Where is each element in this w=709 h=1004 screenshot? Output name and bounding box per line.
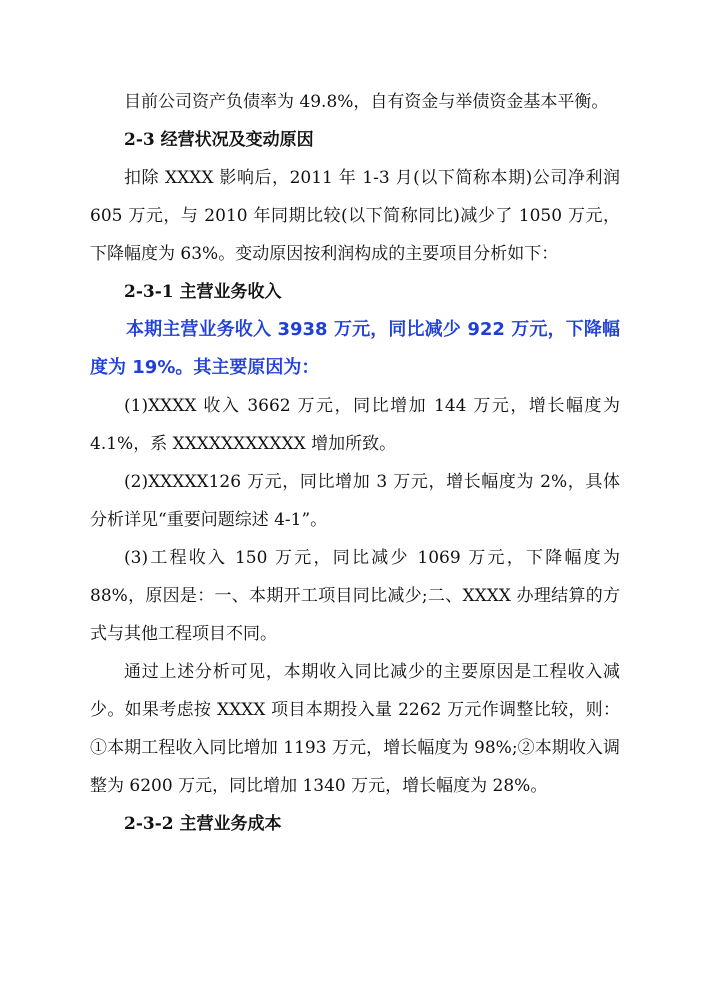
section-heading-2-3-2: 2-3-2 主营业务成本 — [124, 814, 282, 834]
analysis-conclusion-paragraph: 通过上述分析可见，本期收入同比减少的主要原因是工程收入减少。如果考虑按 XXXX 项目本期投入量 2262 万元作调整比较，则：①本期工程收入同比增加 1193 万元，增长幅度为 98%;②本期收入调整为 6200 万元，同比增加 1340 万元，增长幅度为 28%。 — [90, 662, 620, 796]
profit-overview-paragraph: 扣除 XXXX 影响后，2011 年 1-3 月(以下简称本期)公司净利润 605 万元，与 2010 年同期比较(以下简称同比)减少了 1050 万元，下降幅度为 63%。变动原因按利润构成的主要项目分析如下： — [90, 168, 620, 264]
revenue-item-3: (3)工程收入 150 万元，同比减少 1069 万元，下降幅度为 88%，原因是：一、本期开工项目同比减少;二、XXXX 办理结算的方式与其他工程项目不同。 — [90, 548, 620, 644]
section-heading-2-3-1: 2-3-1 主营业务收入 — [124, 282, 282, 302]
document-body — [90, 83, 620, 843]
section-heading-2-3: 2-3 经营状况及变动原因 — [124, 130, 314, 150]
revenue-item-1: (1)XXXX 收入 3662 万元，同比增加 144 万元，增长幅度为 4.1%，系 XXXXXXXXXXX 增加所致。 — [90, 396, 620, 454]
revenue-item-2: (2)XXXXX126 万元，同比增加 3 万元，增长幅度为 2%，具体分析详见“重要问题综述 4-1”。 — [90, 472, 620, 530]
debt-ratio-paragraph: 目前公司资产负债率为 49.8%，自有资金与举债资金基本平衡。 — [124, 92, 609, 112]
highlighted-revenue-summary: 本期主营业务收入 3938 万元，同比减少 922 万元，下降幅度为 19%。其主要原因为： — [90, 319, 620, 378]
